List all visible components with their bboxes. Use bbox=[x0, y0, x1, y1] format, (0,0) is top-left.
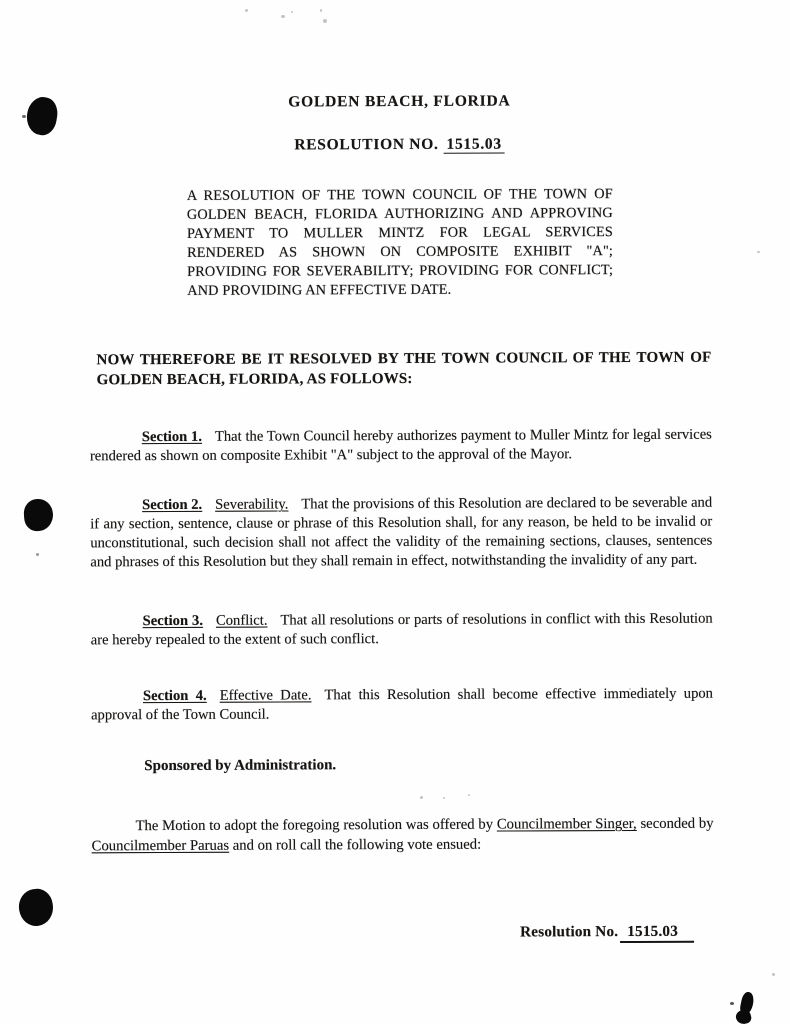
section-3-label: Section 3. bbox=[142, 612, 204, 630]
section-4-body: That this Resolution shall become effective immediately upon approval of the Town Council. bbox=[91, 685, 714, 724]
footer-resolution-value: 1515.03 bbox=[620, 923, 694, 943]
scan-speck bbox=[772, 973, 775, 976]
section-3-title: Conflict. bbox=[215, 612, 268, 629]
section-2-title: Severability. bbox=[215, 496, 289, 513]
section-3-body: That all resolutions or parts of resolutions in conflict with this Resolution are hereby repealed to the extent of such conflict. bbox=[90, 610, 713, 649]
section-4-paragraph bbox=[91, 685, 713, 726]
motion-mover-name: Councilmember Singer, bbox=[496, 815, 637, 833]
scan-speck bbox=[730, 1002, 734, 1005]
footer-resolution-number bbox=[92, 922, 714, 944]
section-3-paragraph bbox=[91, 610, 713, 651]
section-4-label: Section 4. bbox=[142, 687, 207, 705]
resolution-preamble: A RESOLUTION OF THE TOWN COUNCIL OF THE TOWN OF GOLDEN BEACH, FLORIDA AUTHORIZING AND APPROVING PAYMENT TO MULLER MINTZ FOR LEGAL SERVICES RENDERED AS SHOWN ON COMPOSITE EXHIBIT "A"; PROVIDING FOR SEVERABILITY; PROVIDING FOR CONFLICT; AND PROVIDING AN EFFECTIVE DATE. bbox=[186, 186, 614, 299]
motion-text-post: and on roll call the following vote ensued: bbox=[229, 836, 482, 854]
section-2-body: That the provisions of this Resolution are declared to be severable and if any section, sentence, clause or phrase of this Resolution shall, for any reason, be held to be invalid or unconstitutional, such decision shall not affect the validity of the remaining sections, clauses, sentences and phrases of this Resolution but they shall remain in effect, notwithstanding the invalidity of any part. bbox=[90, 494, 713, 571]
motion-seconder-name: Councilmember Paruas bbox=[91, 837, 230, 854]
motion-text-pre: The Motion to adopt the foregoing resolution was offered by bbox=[135, 816, 497, 835]
footer-resolution-label: Resolution No. bbox=[520, 923, 619, 941]
document-title: GOLDEN BEACH, FLORIDA bbox=[288, 92, 511, 111]
section-1-body: That the Town Council hereby authorizes payment to Muller Mintz for legal services rendered as shown on composite Exhibit "A" subject to the approval of the Mayor. bbox=[89, 426, 712, 465]
resolution-number-heading bbox=[89, 134, 711, 156]
section-2-paragraph bbox=[90, 494, 712, 573]
sponsor-line: Sponsored by Administration. bbox=[144, 757, 337, 775]
section-4-title: Effective Date. bbox=[219, 687, 312, 704]
motion-text-mid: seconded by bbox=[636, 815, 714, 832]
resolution-number-label: RESOLUTION NO. bbox=[294, 135, 439, 154]
motion-paragraph bbox=[92, 815, 714, 857]
resolution-number-value: 1515.03 bbox=[443, 136, 504, 154]
resolved-clause: NOW THEREFORE BE IT RESOLVED BY THE TOWN COUNCIL OF THE TOWN OF GOLDEN BEACH, FLORIDA, AS FOLLOWS: bbox=[96, 349, 712, 388]
section-2-label: Section 2. bbox=[142, 496, 203, 514]
section-1-paragraph bbox=[90, 426, 712, 467]
section-1-label: Section 1. bbox=[141, 428, 202, 446]
